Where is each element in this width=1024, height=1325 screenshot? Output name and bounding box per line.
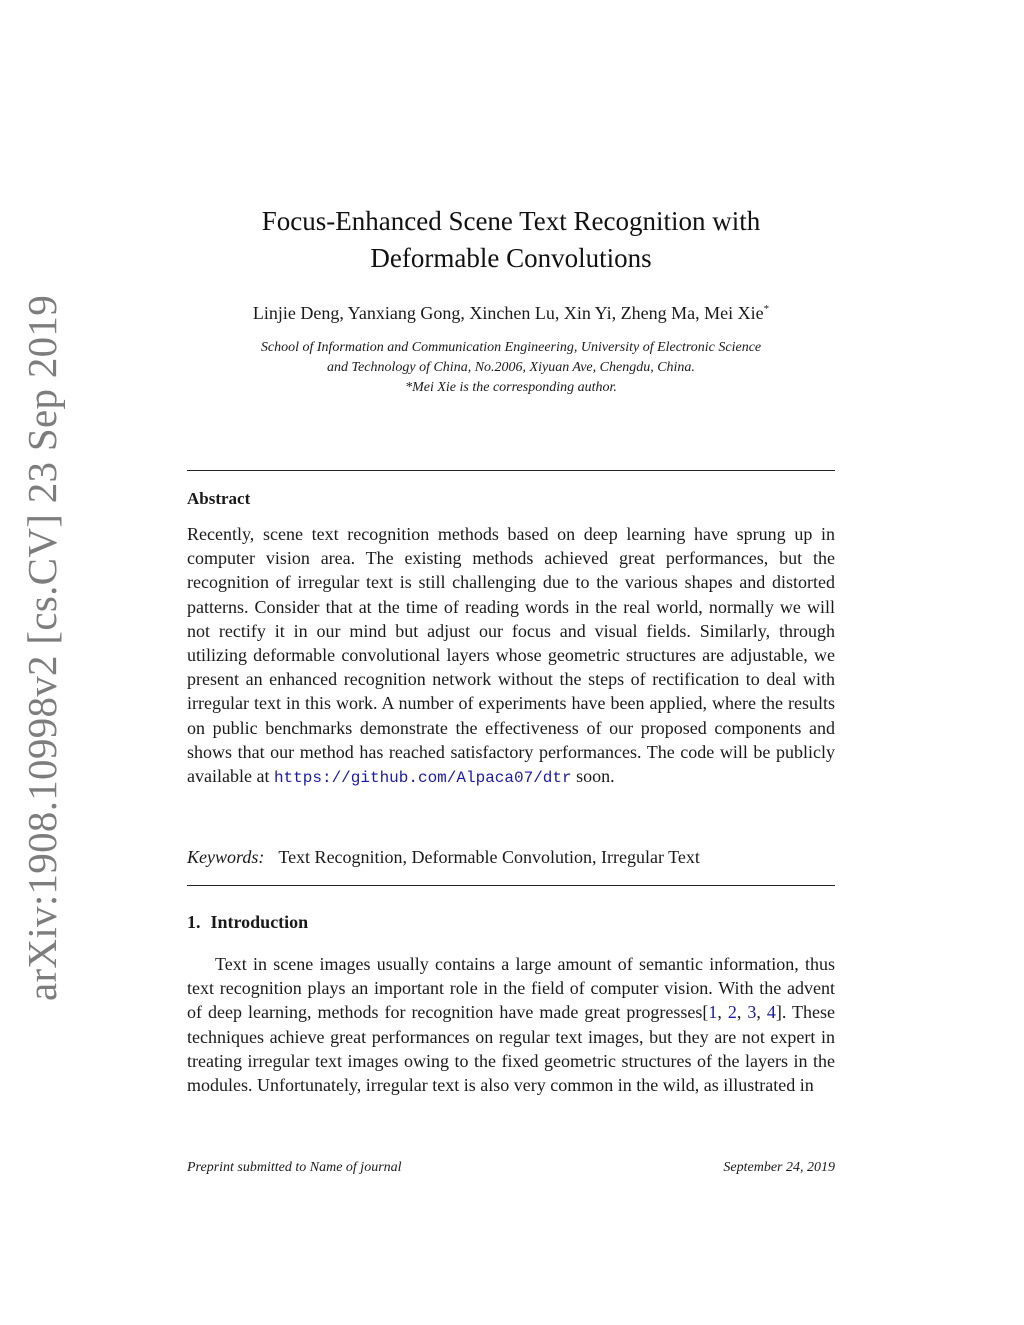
paper-title [187,203,835,277]
author-names: Linjie Deng, Yanxiang Gong, Xinchen Lu, Xin Yi, Zheng Ma, Mei Xie [252,303,764,323]
intro-text-1: Text in scene images usually contains a large amount of semantic information, thus text recognition plays an important role in the field of computer vision. With the advent of deep learning, methods for recognition have made great progresses[ [187,954,835,1023]
title-line-2: Deformable Convolutions [370,243,652,273]
keywords [187,847,835,868]
affiliation [187,338,835,398]
abstract-heading: Abstract [187,489,251,508]
top-divider [187,470,835,471]
citation-4[interactable]: 4 [766,1002,776,1023]
intro-paragraph: Text in scene images usually contains a large amount of semantic information, thus text recognition plays an important role in the field of computer vision. With the advent of deep learning, methods for recognition have made great progresses[1, 2, 3, 4]. These techniques achieve great performances on regular text images, but they are not expert in treating irregular text images owing to the fixed geometric structures of the layers in the modules. Unfortunately, irregular text is also very common in the wild, as illustrated in [187,954,836,1096]
affiliation-line-3: *Mei Xie is the corresponding author. [405,380,617,395]
citation-2[interactable]: 2 [727,1002,737,1023]
footer-date: September 24, 2019 [723,1160,835,1175]
arxiv-side-stamp [2,294,82,1001]
footer-journal: Preprint submitted to Name of journal [187,1160,402,1175]
abstract-body [187,522,835,790]
section-number: 1. [187,912,201,932]
affiliation-line-2: and Technology of China, No.2006, Xiyuan Ave, Chengdu, China. [327,360,695,375]
bottom-divider [187,885,835,886]
section-heading-introduction [187,912,308,933]
corresponding-mark: * [763,303,770,315]
citation-1[interactable]: 1 [708,1002,718,1023]
section-title: Introduction [210,912,309,932]
arxiv-id: arXiv:1908.10998v2 [cs.CV] 23 Sep 2019 [19,294,65,1001]
title-line-1: Focus-Enhanced Scene Text Recognition with [261,206,761,236]
introduction-body [187,952,835,1097]
keywords-label: Keywords: [187,847,265,867]
abstract-tail: soon. [576,766,615,787]
affiliation-line-1: School of Information and Communication Engineering, University of Electronic Science [260,340,762,355]
citation-3[interactable]: 3 [747,1002,757,1023]
intro-text-2: ]. These techniques achieve great performances on regular text images, but they are not expert in treating irregular text images owing to the fixed geometric structures of the layers in the modules. Unfortunately, irregular text is also very common in the wild, as illustrated in [187,1002,836,1096]
author-list [187,303,835,324]
abstract-text: Recently, scene text recognition methods based on deep learning have sprung up in computer vision area. The existing methods achieved great performances, but the recognition of irregular text is still challenging due to the various shapes and distorted patterns. Consider that at the time of reading words in the real world, normally we will not rectify it in our mind but adjust our focus and visual fields. Similarly, through utilizing deformable convolutional layers whose geometric structures are adjustable, we present an enhanced recognition network without the steps of rectification to deal with irregular text in this work. A number of experiments have been applied, where the results on public benchmarks demonstrate the effectiveness of our proposed components and shows that our method has reached satisfactory performances. The code will be publicly available at [187,524,835,787]
keywords-text: Text Recognition, Deformable Convolution, Irregular Text [278,847,700,867]
code-link[interactable]: https://github.com/Alpaca07/dtr [273,769,572,788]
